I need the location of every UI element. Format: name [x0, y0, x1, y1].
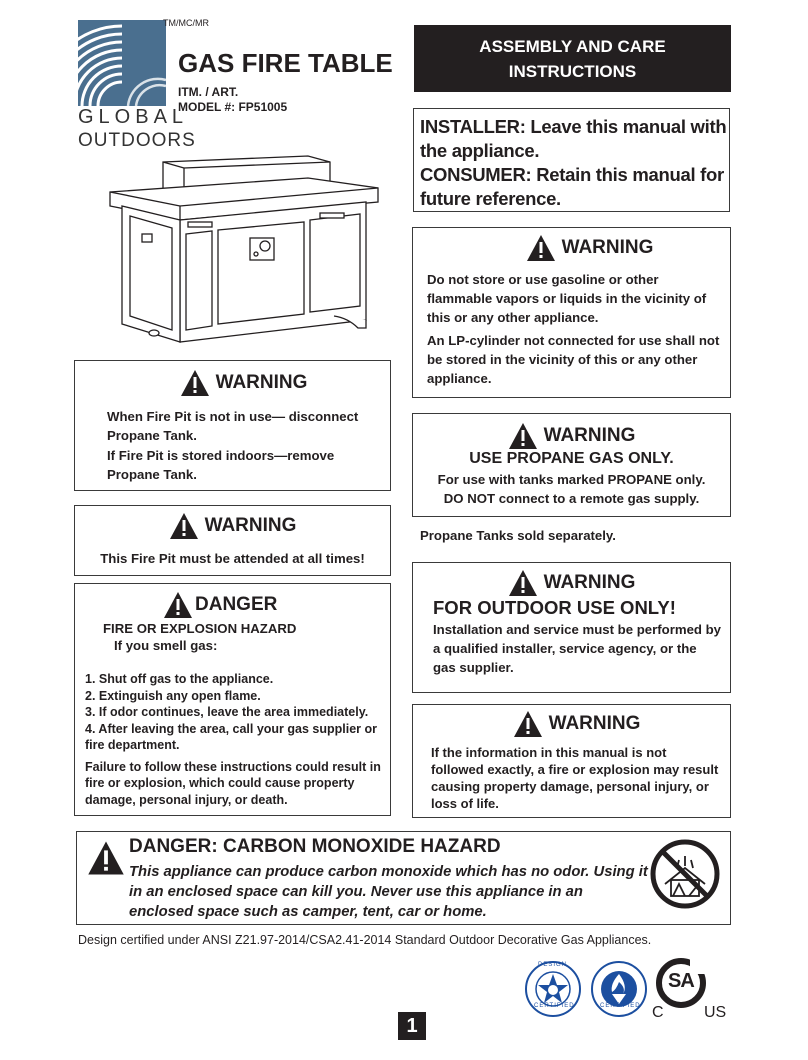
banner-line2: INSTRUCTIONS: [508, 62, 637, 81]
page-number: 1: [398, 1012, 426, 1040]
design-certified-badge-icon: [524, 960, 582, 1018]
warning-triangle-icon: [513, 710, 543, 738]
assembly-banner: [414, 25, 731, 92]
warning-propane-only-box: [412, 413, 731, 517]
warning-title: WARNING: [543, 425, 636, 446]
fire-table-illustration: [108, 150, 388, 345]
logo-waves-icon: [78, 20, 173, 108]
csa-c: C: [652, 1004, 664, 1021]
model-label: MODEL #: FP51005: [178, 100, 288, 114]
warning-outdoor-box: [412, 562, 731, 693]
danger-fire-footer: Failure to follow these instructions could result in fire or explosion, which could cause property damage, personal injury, or death.: [85, 759, 381, 807]
danger-step: 3. If odor continues, leave the area immediately.: [85, 705, 369, 719]
outdoor-text: Installation and service must be performed by a qualified installer, service agency, or the gas supplier.: [433, 622, 722, 675]
danger-triangle-icon: [87, 840, 125, 876]
propane-only-line1: For use with tanks marked PROPANE only.: [437, 472, 706, 487]
warning-manual-text: If the information in this manual is not followed exactly, a fire or explosion may result causing property damage, personal injury, or loss of life.: [431, 745, 719, 811]
no-indoor-use-icon: [649, 838, 721, 910]
csa-mark: SA: [668, 970, 694, 992]
design-badge-bottom: CERTIFIED: [534, 1003, 575, 1009]
danger-fire-steps: [85, 671, 382, 754]
product-title: GAS FIRE TABLE: [178, 48, 393, 78]
warning-title: WARNING: [204, 515, 297, 536]
warning-gasoline-p1: Do not store or use gasoline or other flammable vapors or liquids in the vicinity of this or any other appliance.: [427, 272, 707, 325]
warning-propane-tank-p2: If Fire Pit is stored indoors—remove Propane Tank.: [107, 448, 335, 482]
outdoor-subtitle: FOR OUTDOOR USE ONLY!: [433, 597, 676, 618]
warning-title: WARNING: [548, 713, 641, 734]
warning-title: WARNING: [561, 237, 654, 258]
certification-note: Design certified under ANSI Z21.97-2014/CSA2.41-2014 Standard Outdoor Decorative Gas Appliances.: [78, 933, 652, 947]
danger-fire-subtitle2: If you smell gas:: [114, 638, 218, 653]
banner-line1: ASSEMBLY AND CARE: [479, 37, 666, 56]
consumer-line2: future reference.: [420, 188, 561, 209]
warning-gasoline-p2: An LP-cylinder not connected for use shall not be stored in the vicinity of this or any other appliance.: [427, 333, 720, 386]
item-label: ITM. / ART.: [178, 85, 239, 99]
warning-propane-tank-box: [74, 360, 391, 491]
warning-title: WARNING: [215, 372, 308, 393]
installer-notice-box: [413, 108, 730, 212]
consumer-line1: CONSUMER: Retain this manual for: [420, 164, 724, 185]
brand-global: GLOBAL: [78, 106, 189, 128]
warning-triangle-icon: [526, 234, 556, 262]
warning-attended-text: This Fire Pit must be attended at all times!: [100, 551, 365, 566]
danger-fire-subtitle1: FIRE OR EXPLOSION HAZARD: [103, 621, 297, 636]
danger-title: DANGER: [195, 594, 278, 615]
warning-propane-tank-p1: When Fire Pit is not in use— disconnect Propane Tank.: [107, 409, 359, 443]
brand-outdoors: OUTDOORS: [78, 130, 196, 151]
warning-triangle-icon: [180, 369, 210, 397]
installer-line1: INSTALLER: Leave this manual with: [420, 116, 727, 137]
propane-sold-separately: Propane Tanks sold separately.: [420, 528, 616, 543]
warning-manual-box: [412, 704, 731, 818]
propane-only-subtitle: USE PROPANE GAS ONLY.: [469, 450, 674, 467]
danger-co-text: This appliance can produce carbon monoxide which has no odor. Using it in an enclosed space can kill you. Never use this appliance in an enclosed space such as camper, tent, car or home.: [129, 864, 648, 920]
danger-step: 4. After leaving the area, call your gas supplier or fire department.: [85, 721, 377, 752]
danger-fire-box: [74, 583, 391, 816]
blue-flame-certified-badge-icon: [590, 960, 648, 1018]
design-badge-top: DESIGN: [538, 962, 568, 968]
danger-co-title: DANGER: CARBON MONOXIDE HAZARD: [129, 836, 501, 857]
danger-step: 1. Shut off gas to the appliance.: [85, 672, 274, 686]
warning-triangle-icon: [169, 512, 199, 540]
warning-triangle-icon: [163, 591, 193, 619]
warning-triangle-icon: [508, 422, 538, 450]
warning-triangle-icon: [508, 569, 538, 597]
blue-badge-bottom: CERTIFIED: [600, 1003, 641, 1009]
danger-step: 2. Extinguish any open flame.: [85, 688, 261, 703]
propane-only-line2: DO NOT connect to a remote gas supply.: [443, 491, 700, 506]
csa-us: US: [704, 1004, 727, 1021]
danger-co-box: [76, 831, 731, 925]
warning-attended-box: [74, 505, 391, 576]
warning-gasoline-box: [412, 227, 731, 398]
trademark-text: TM/MC/MR: [163, 18, 209, 28]
warning-title: WARNING: [543, 572, 636, 593]
installer-line2: the appliance.: [420, 140, 540, 161]
